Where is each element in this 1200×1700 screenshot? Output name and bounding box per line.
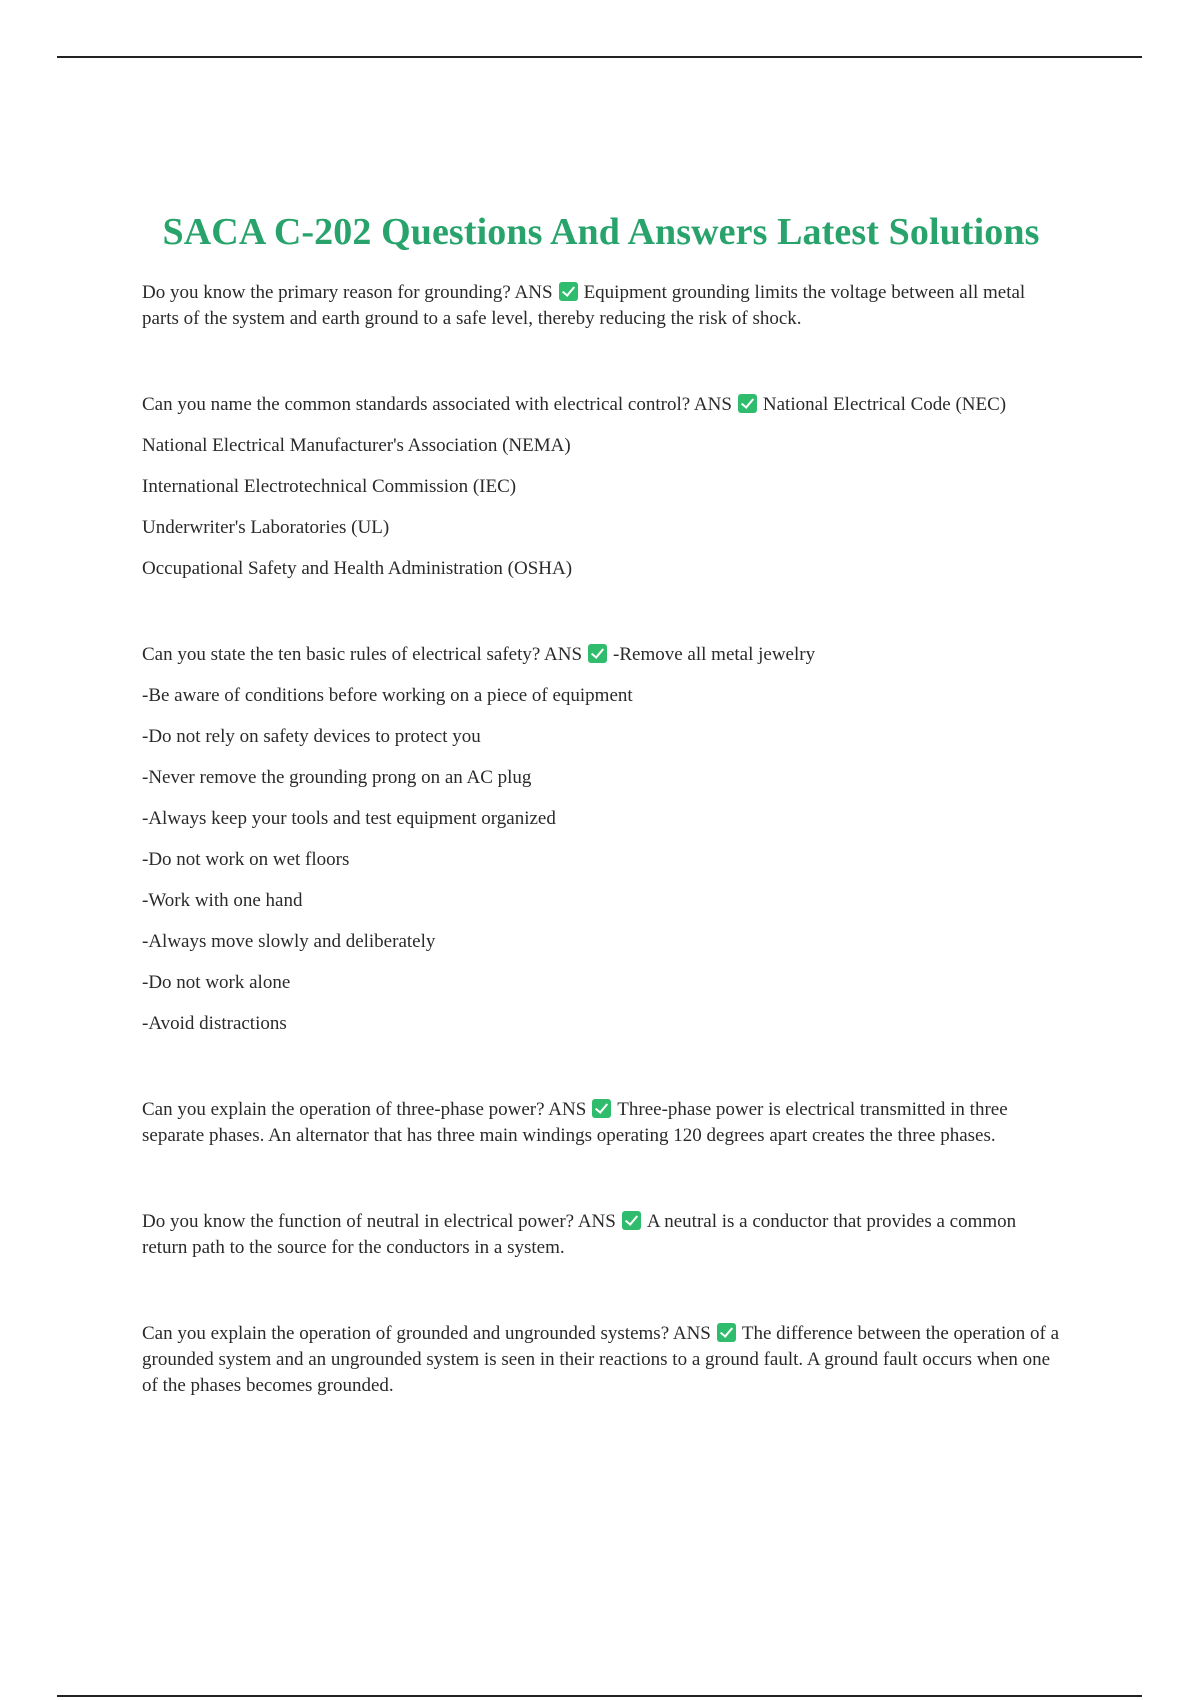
qa-item	[142, 280, 1060, 332]
qa-item	[142, 1209, 1060, 1261]
question-text: Can you explain the operation of grounded and ungrounded systems?	[142, 1323, 670, 1344]
answer-text: The difference between the operation of a grounded system and an ungrounded system is seen in their reactions to a ground fault. A ground fault occurs when one of the phases becomes grounded.	[142, 1323, 1060, 1396]
document-body	[142, 210, 1060, 1399]
qa-question-answer	[142, 280, 1060, 332]
question-text: Can you name the common standards associated with electrical control?	[142, 394, 691, 415]
ans-label: ANS	[514, 282, 553, 303]
question-text: Do you know the function of neutral in electrical power?	[142, 1211, 575, 1232]
answer-line: -Be aware of conditions before working on a piece of equipment	[142, 685, 633, 706]
answer-line: Occupational Safety and Health Administration (OSHA)	[142, 558, 573, 579]
check-box-icon	[738, 394, 757, 413]
qa-item	[142, 392, 1060, 582]
answer-text: Equipment grounding limits the voltage between all metal parts of the system and earth ground to a safe level, thereby reducing the risk of shock.	[142, 282, 1026, 329]
qa-item	[142, 1097, 1060, 1149]
answer-line: -Always move slowly and deliberately	[142, 931, 436, 952]
page-top-rule	[57, 56, 1142, 58]
answer-line: -Avoid distractions	[142, 1013, 287, 1034]
answer-text: A neutral is a conductor that provides a common return path to the source for the conductors in a system.	[142, 1211, 1017, 1258]
answer-line: Underwriter's Laboratories (UL)	[142, 517, 390, 538]
answer-line: -Do not work on wet floors	[142, 849, 350, 870]
qa-question-answer	[142, 1209, 1060, 1261]
answer-line: -Always keep your tools and test equipment organized	[142, 808, 556, 829]
qa-list	[142, 280, 1060, 1399]
check-box-icon	[717, 1323, 736, 1342]
qa-question-answer	[142, 642, 1060, 668]
qa-question-answer	[142, 1097, 1060, 1149]
question-text: Do you know the primary reason for grounding?	[142, 282, 511, 303]
answer-line: -Do not rely on safety devices to protect you	[142, 726, 481, 747]
check-box-icon	[622, 1211, 641, 1230]
question-text: Can you explain the operation of three-phase power?	[142, 1099, 545, 1120]
ans-label: ANS	[577, 1211, 616, 1232]
ans-label: ANS	[544, 644, 583, 665]
page-bottom-rule	[57, 1695, 1142, 1697]
answer-line: -Work with one hand	[142, 890, 303, 911]
qa-question-answer	[142, 1321, 1060, 1399]
check-box-icon	[559, 282, 578, 301]
answer-line: International Electrotechnical Commission (IEC)	[142, 476, 517, 497]
answer-line: -Never remove the grounding prong on an AC plug	[142, 767, 532, 788]
ans-label: ANS	[693, 394, 732, 415]
question-text: Can you state the ten basic rules of electrical safety?	[142, 644, 541, 665]
qa-item	[142, 642, 1060, 1037]
check-box-icon	[588, 644, 607, 663]
answer-text: -Remove all metal jewelry	[613, 644, 816, 665]
qa-question-answer	[142, 392, 1060, 418]
page-title: SACA C-202 Questions And Answers Latest Solutions	[162, 211, 1040, 253]
answer-text: National Electrical Code (NEC)	[762, 394, 1007, 415]
answer-line: National Electrical Manufacturer's Association (NEMA)	[142, 435, 571, 456]
ans-label: ANS	[672, 1323, 711, 1344]
ans-label: ANS	[548, 1099, 587, 1120]
check-box-icon	[592, 1099, 611, 1118]
qa-item	[142, 1321, 1060, 1399]
answer-line: -Do not work alone	[142, 972, 291, 993]
answer-text: Three-phase power is electrical transmitted in three separate phases. An alternator that has three main windings operating 120 degrees apart creates the three phases.	[142, 1099, 1008, 1146]
